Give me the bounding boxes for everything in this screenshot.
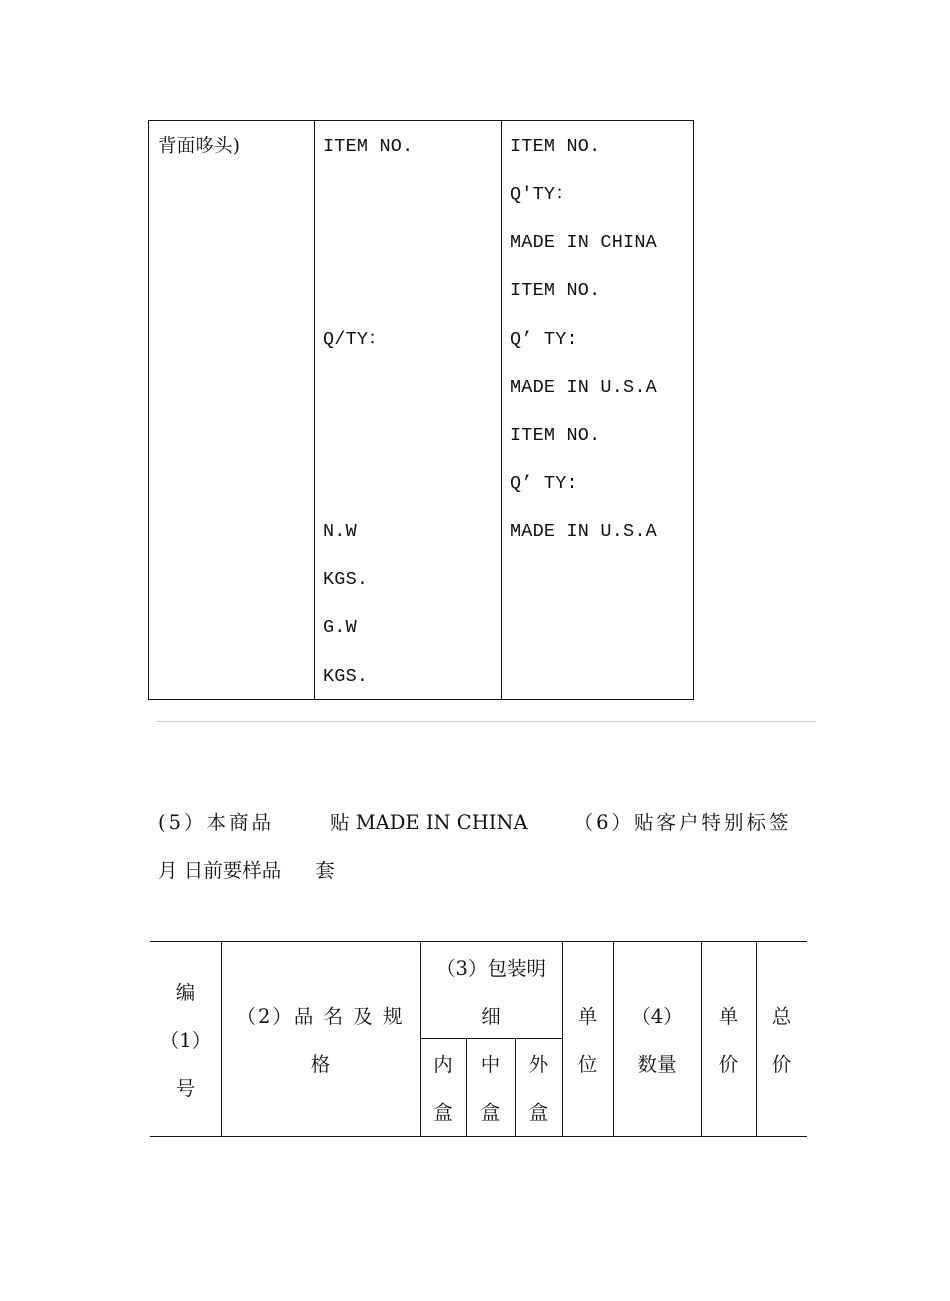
side-qty: Q/TY：: [323, 329, 387, 350]
mark-col-position: [149, 121, 315, 700]
header-total-price-b: 价: [771, 1053, 792, 1076]
shipping-mark-table: [148, 120, 694, 700]
front-item-no-3: ITEM NO.: [510, 425, 601, 446]
header-unit-b: 位: [577, 1053, 598, 1076]
header-middle-box-b: 盒: [480, 1101, 501, 1124]
header-name-line1: （2）品 名 及 规: [236, 1005, 405, 1028]
position-label: 背面哆头): [158, 136, 241, 157]
item-detail-table: [150, 941, 807, 1137]
item-6-text: （6）贴客户特别标签: [573, 811, 792, 834]
sample-date-text: 月 日前要样品: [158, 859, 282, 882]
header-inner-box-a: 内: [433, 1053, 453, 1076]
header-unit-price-a: 单: [718, 1005, 739, 1028]
sample-set-unit: 套: [315, 859, 335, 882]
header-pack-line2: 细: [481, 1005, 501, 1028]
header-qty-a: （4）: [631, 1005, 683, 1028]
label-instructions-line: [158, 809, 792, 837]
mark-col-front: [502, 121, 694, 700]
header-no-mid: （1）: [159, 1029, 212, 1052]
front-qty-1: Q'TY：: [510, 184, 574, 205]
header-outer-box-a: 外: [528, 1053, 549, 1076]
header-outer-box-b: 盒: [528, 1101, 549, 1124]
header-no-bottom: 号: [175, 1077, 196, 1100]
header-unit-a: 单: [577, 1005, 598, 1028]
made-in-china-text: 贴 MADE IN CHINA: [330, 811, 528, 834]
header-qty-b: 数量: [637, 1053, 677, 1076]
front-item-no-1: ITEM NO.: [510, 136, 601, 157]
header-pack-line1: （3）包装明: [436, 957, 546, 980]
front-qty-2: Q’ TY:: [510, 329, 578, 350]
front-origin-1: MADE IN CHINA: [510, 232, 657, 253]
mark-col-side: [315, 121, 502, 700]
front-item-no-2: ITEM NO.: [510, 280, 601, 301]
header-middle-box-a: 中: [480, 1053, 501, 1076]
front-origin-2: MADE IN U.S.A: [510, 377, 657, 398]
header-inner-box-b: 盒: [433, 1101, 453, 1124]
header-unit-price-b: 价: [718, 1053, 739, 1076]
side-kgs-2: KGS.: [323, 666, 369, 687]
header-name-line2: 格: [310, 1053, 331, 1076]
table-top-rule: [150, 941, 807, 942]
sample-date-line: [158, 857, 335, 885]
front-origin-3: MADE IN U.S.A: [510, 521, 657, 542]
item-5-text: (5）本商品: [158, 811, 275, 834]
header-total-price-a: 总: [771, 1005, 792, 1028]
side-item-no: ITEM NO.: [323, 136, 414, 157]
header-no-top: 编: [175, 981, 196, 1004]
side-kgs-1: KGS.: [323, 569, 369, 590]
side-gross-weight: G.W: [323, 617, 357, 638]
side-net-weight: N.W: [323, 521, 357, 542]
page-divider: [156, 721, 816, 722]
front-qty-3: Q’ TY:: [510, 473, 578, 494]
